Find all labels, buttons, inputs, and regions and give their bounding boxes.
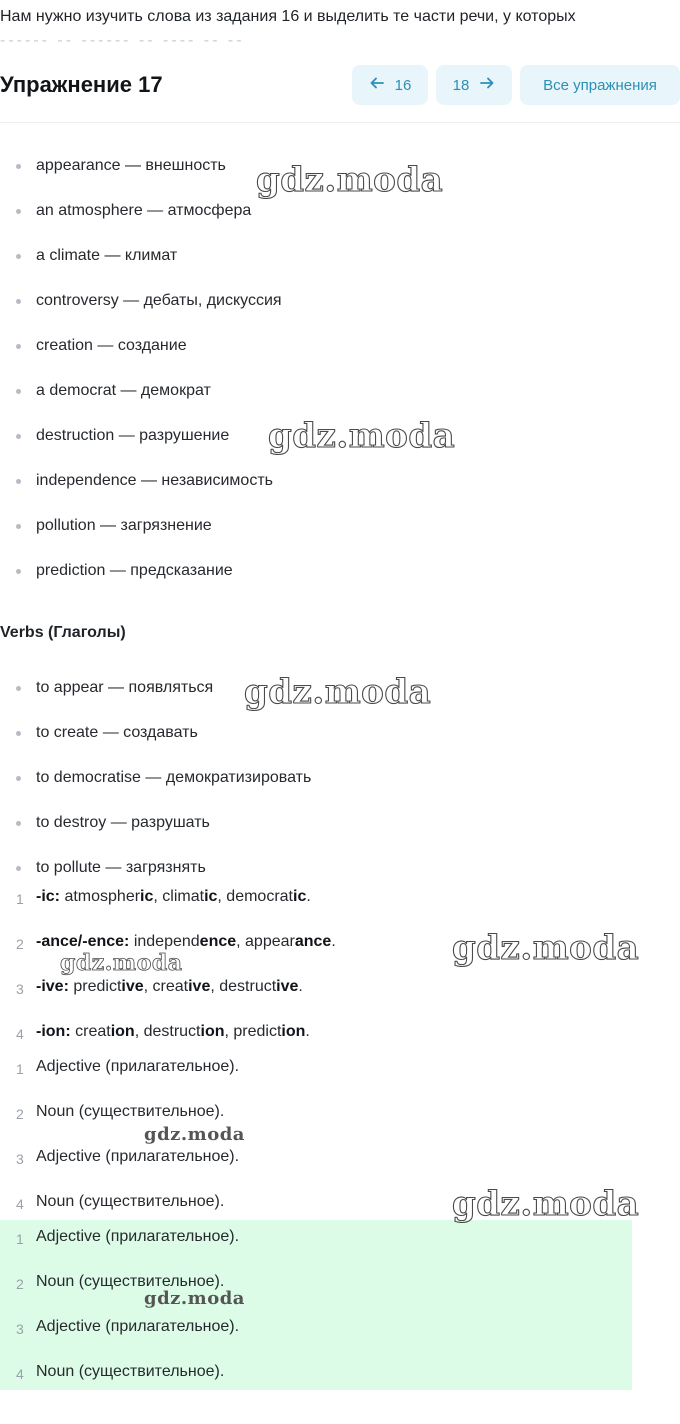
list-number: 3 — [16, 981, 24, 997]
watermark: gdz.moda — [452, 1184, 640, 1224]
bullet-icon — [16, 254, 21, 259]
list-item-text: creation — создание — [36, 337, 187, 354]
list-item-text: pollution — загрязнение — [36, 517, 212, 534]
next-exercise-label: 18 — [452, 76, 470, 94]
list-item-text: prediction — предсказание — [36, 562, 233, 579]
bullet-icon — [16, 164, 21, 169]
word-suffix: ive — [276, 978, 299, 995]
watermark: gdz.moda — [244, 672, 432, 712]
bullet-icon — [16, 299, 21, 304]
watermark: gdz.moda — [256, 160, 444, 200]
list-number: 4 — [16, 1196, 24, 1212]
list-item-text: -ic: atmospheric, climatic, democratic. — [36, 888, 311, 905]
bullet-icon — [16, 821, 21, 826]
bullet-icon — [16, 209, 21, 214]
list-item-end: . — [305, 1023, 310, 1040]
prev-exercise-button[interactable] — [352, 65, 428, 105]
list-item-text: independence — независимость — [36, 472, 273, 489]
bullet-icon — [16, 569, 21, 574]
word-suffix: ion — [281, 1023, 306, 1040]
all-exercises-label: Все упражнения — [543, 76, 657, 94]
list-item-text: a climate — климат — [36, 247, 178, 264]
watermark: gdz.moda — [60, 950, 183, 976]
word-stem: creat — [75, 1023, 111, 1040]
word-stem: creat — [152, 978, 189, 995]
word-stem: predict — [233, 1023, 282, 1040]
watermark: gdz.moda — [452, 928, 640, 968]
bullet-icon — [16, 389, 21, 394]
list-number: 2 — [16, 936, 24, 952]
bullet-icon — [16, 524, 21, 529]
list-item-text: a democrat — демократ — [36, 382, 211, 399]
list-item-text: an atmosphere — атмосфера — [36, 202, 252, 219]
intro-line: Нам нужно изучить слова из задания 16 и выделить те части речи, у которых — [0, 8, 576, 25]
list-number: 2 — [16, 1106, 24, 1122]
list-item-end: . — [331, 933, 336, 950]
arrow-left-icon — [369, 75, 385, 95]
word-suffix: ence — [199, 933, 237, 950]
suffix-label: -ic: — [36, 888, 60, 905]
word-stem: democrat — [226, 888, 293, 905]
watermark: gdz.moda — [144, 1288, 245, 1309]
page-title: Упражнение 17 — [0, 72, 163, 97]
verbs-heading: Verbs (Глаголы) — [0, 624, 126, 641]
list-item-text: appearance — внешность — [36, 157, 226, 174]
bullet-icon — [16, 479, 21, 484]
list-item-end: . — [298, 978, 303, 995]
list-item-text: to appear — появляться — [36, 679, 214, 696]
list-number: 4 — [16, 1366, 24, 1382]
bullet-icon — [16, 866, 21, 871]
suffix-label: -ive: — [36, 978, 69, 995]
arrow-right-icon — [479, 75, 495, 95]
prev-exercise-label: 16 — [394, 76, 412, 94]
list-number: 4 — [16, 1026, 24, 1042]
list-item-end: . — [306, 888, 311, 905]
list-item-text: Noun (существительное). — [36, 1103, 225, 1120]
list-item-text: Noun (существительное). — [36, 1273, 225, 1290]
bullet-icon — [16, 686, 21, 691]
bullet-icon — [16, 344, 21, 349]
list-item-text: to democratise — демократизировать — [36, 769, 312, 786]
suffix-label: -ance/-ence: — [36, 933, 130, 950]
intro-text — [0, 0, 680, 46]
list-item-text: -ance/-ence: independence, appearance. — [36, 933, 336, 950]
list-item-text: -ive: predictive, creative, destructive. — [36, 978, 303, 995]
list-number: 2 — [16, 1276, 24, 1292]
list-number: 3 — [16, 1151, 24, 1167]
word-stem: destruct — [143, 1023, 201, 1040]
list-item-text: Noun (существительное). — [36, 1193, 225, 1210]
word-suffix: ion — [110, 1023, 135, 1040]
word-suffix: ive — [188, 978, 211, 995]
list-item-text: destruction — разрушение — [36, 427, 230, 444]
bullet-icon — [16, 434, 21, 439]
list-item-text: Adjective (прилагательное). — [36, 1318, 240, 1335]
word-suffix: ic — [204, 888, 218, 905]
bullet-icon — [16, 731, 21, 736]
list-item-text: to destroy — разрушать — [36, 814, 210, 831]
word-stem: independ — [133, 933, 200, 950]
list-item-text: to pollute — загрязнять — [36, 859, 206, 876]
list-item-text: Noun (существительное). — [36, 1363, 225, 1380]
next-exercise-button[interactable] — [436, 65, 512, 105]
list-number: 3 — [16, 1321, 24, 1337]
word-stem: climat — [162, 888, 205, 905]
word-stem: predict — [73, 978, 122, 995]
list-item-text: Adjective (прилагательное). — [36, 1228, 240, 1245]
exercise-header — [0, 46, 680, 123]
word-stem: appear — [245, 933, 295, 950]
list-number: 1 — [16, 891, 24, 907]
list-item-text: controversy — дебаты, дискуссия — [36, 292, 282, 309]
word-suffix: ive — [121, 978, 144, 995]
word-suffix: ion — [200, 1023, 225, 1040]
word-suffix: ic — [293, 888, 307, 905]
watermark: gdz.moda — [268, 416, 456, 456]
list-number: 1 — [16, 1061, 24, 1077]
list-item-text: Adjective (прилагательное). — [36, 1058, 240, 1075]
word-suffix: ance — [294, 933, 332, 950]
watermark: gdz.moda — [144, 1124, 245, 1145]
list-item-text: Adjective (прилагательное). — [36, 1148, 240, 1165]
word-suffix: ic — [140, 888, 154, 905]
list-item-text: -ion: creation, destruction, prediction. — [36, 1023, 310, 1040]
list-item-text: to create — создавать — [36, 724, 198, 741]
suffix-label: -ion: — [36, 1023, 71, 1040]
all-exercises-button[interactable] — [520, 65, 680, 105]
word-stem: destruct — [219, 978, 277, 995]
intro-line-cut: ------ -- ------ -- ---- -- -- — [0, 32, 245, 46]
bullet-icon — [16, 776, 21, 781]
list-number: 1 — [16, 1231, 24, 1247]
word-stem: atmospher — [64, 888, 141, 905]
